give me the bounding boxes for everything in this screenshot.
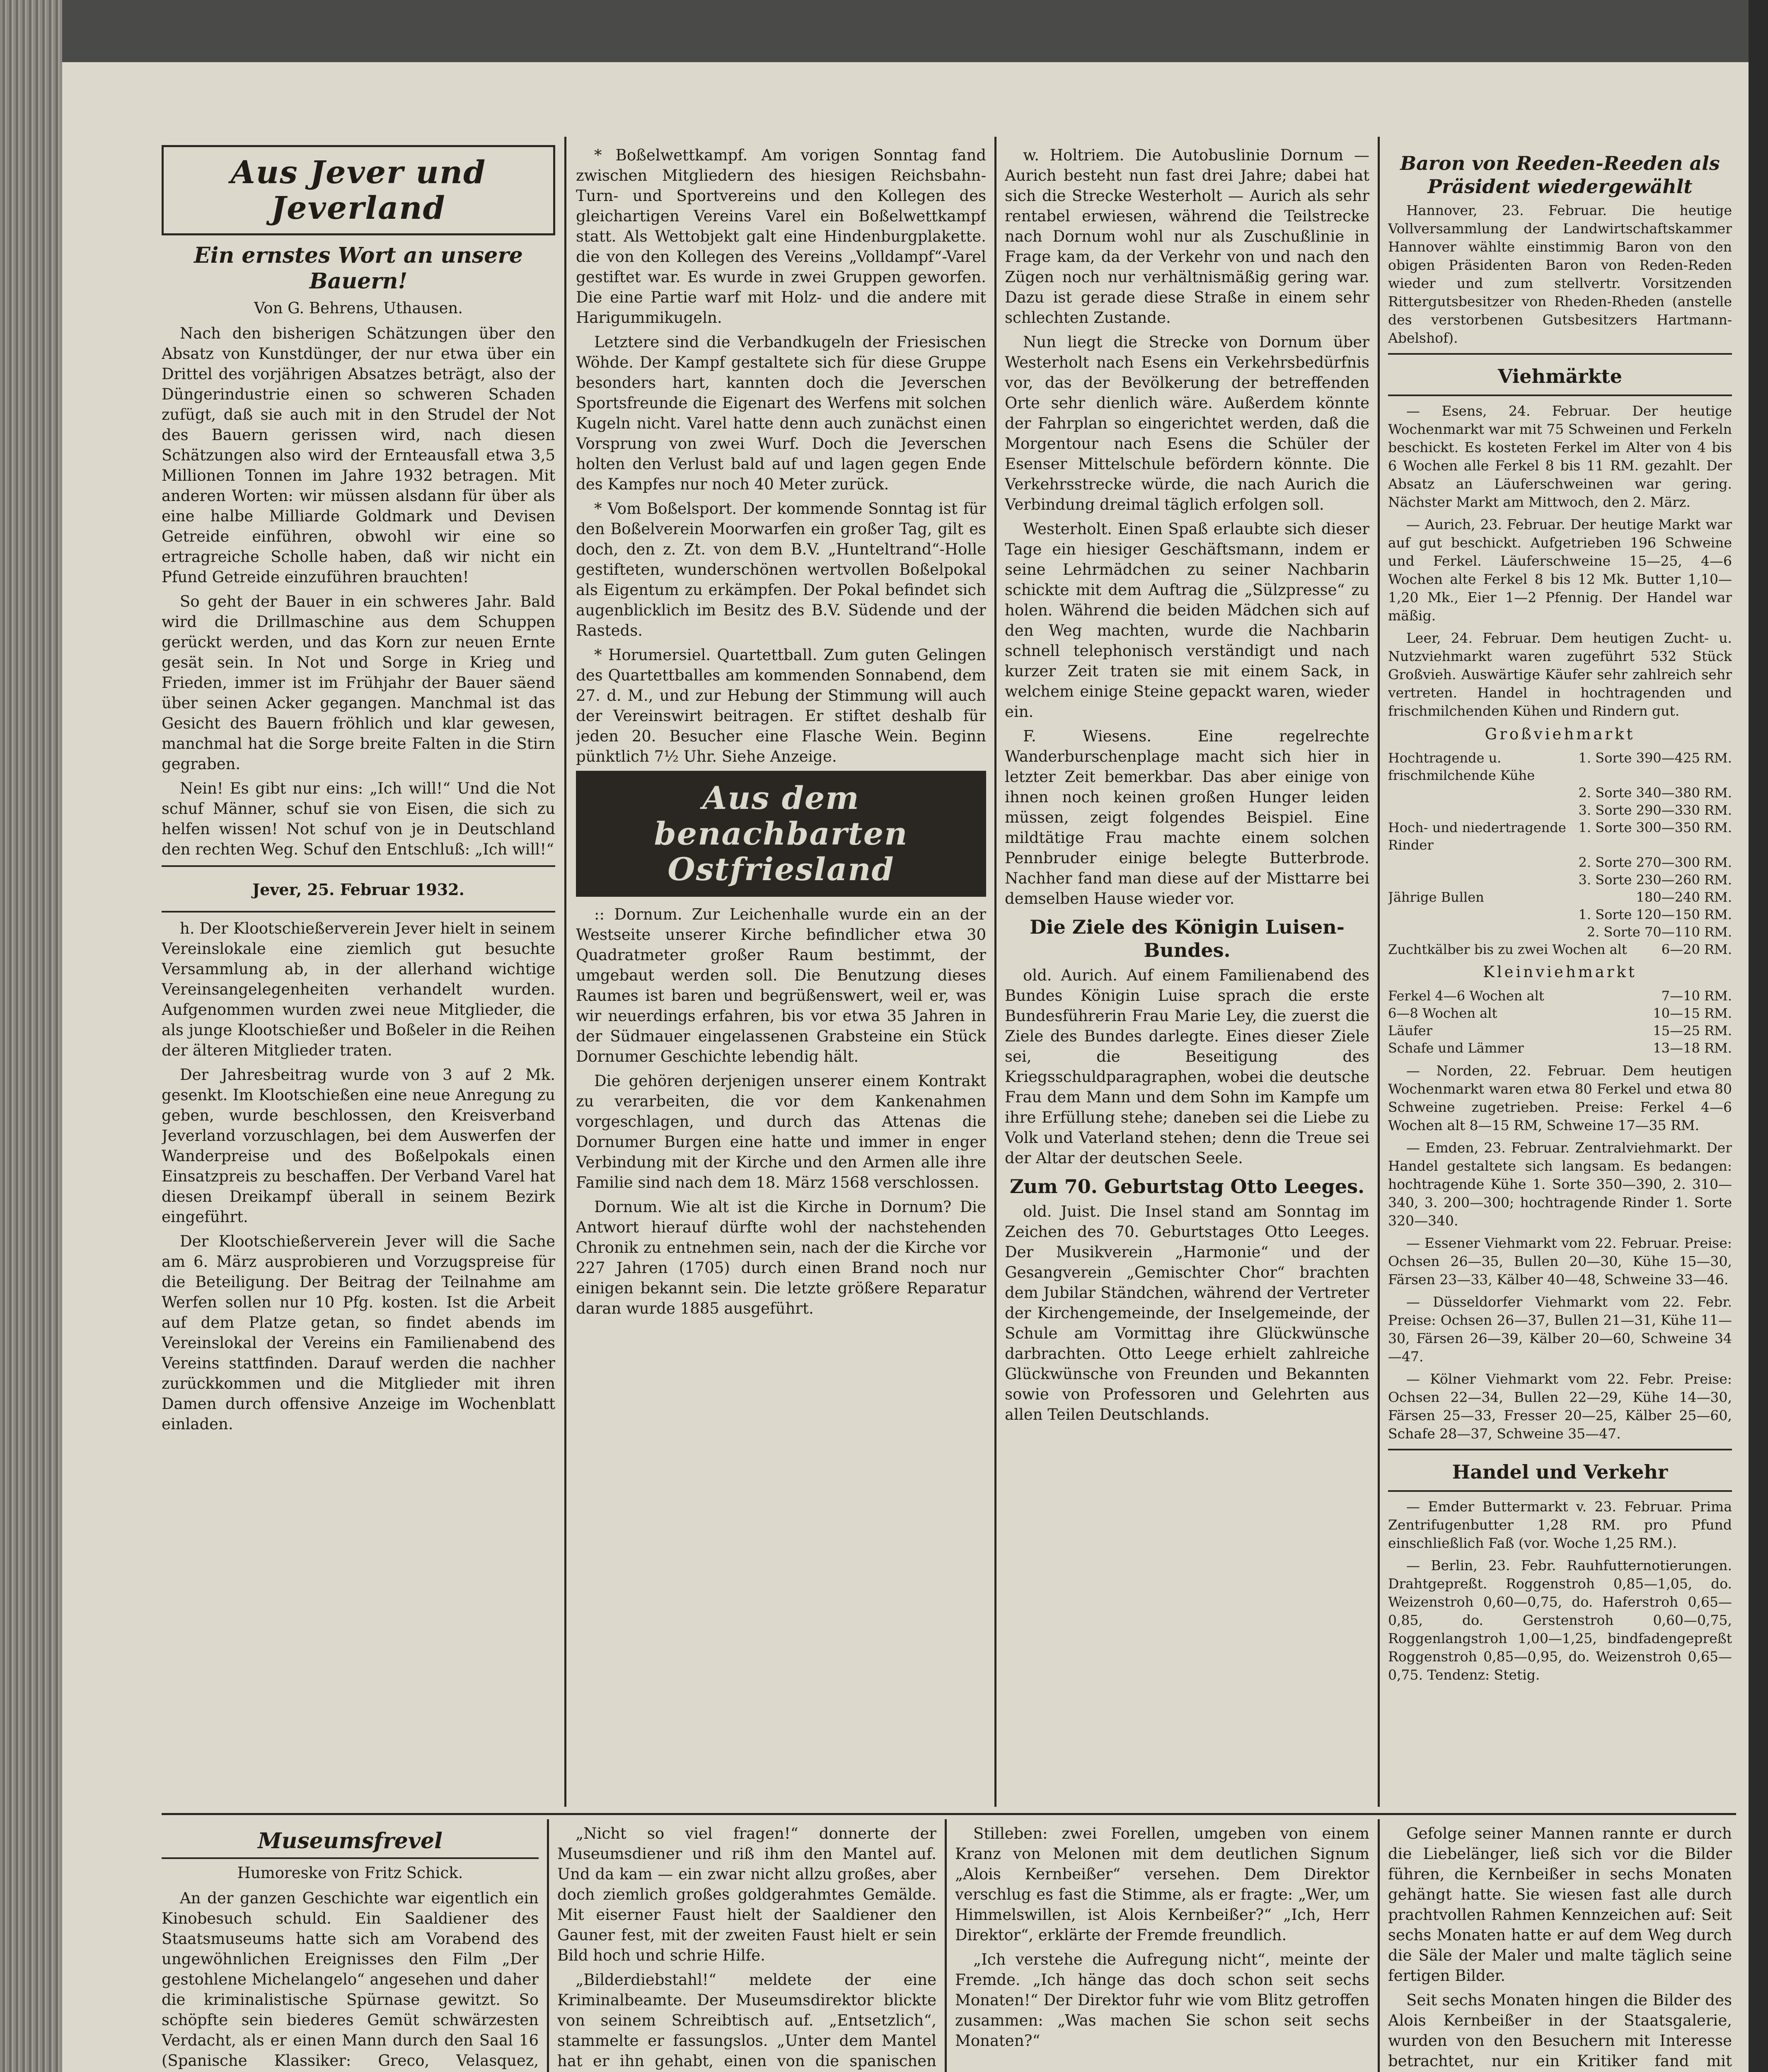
banner-title: Aus dem benachbarten Ostfriesland (654, 779, 908, 888)
article-paragraph: :: Dornum. Zur Leichenhalle wurde ein an der Westseite unserer Kirche befindlicher etwa 30 Quadratmeter großer Raum bestimmt, der umgebaut werden soll. Die Benutzung dieses Raumes ist baren und begrüßenswert, weil er, was wir neuerdings erfahren, bis vor etwa 35 Jahren in der Südmauer eingelassenen Grabsteine ein Stück Dornumer Geschichte lebendig hält. (576, 905, 986, 1065)
article-paragraph: Dornum. Wie alt ist die Kirche in Dornum? Die Antwort hierauf dürfte wohl der nachstehenden Chronik zu entnehmen sein, nach der die Kirche vor 227 Jahren (1705) durch einen Brand noch nur einigen bekannt sein. Die letzte größere Reparatur daran wurde 1885 ausgeführt. (576, 1198, 986, 1317)
section-banner (162, 145, 555, 235)
article-headline: Zum 70. Geburtstag Otto Leeges. (1009, 1175, 1364, 1198)
scan-shadow (1749, 0, 1768, 2072)
column-rule (1378, 137, 1380, 1807)
article-paragraph: Westerholt. Einen Spaß erlaubte sich dieser Tage ein hiesiger Geschäftsmann, indem er seine Lehrmädchen zu seiner Nachbarin schickte mit dem Auftrag die „Sülzpresse“ zu holen. Während die beiden Mädchen sich auf den Weg machten, wurde die Nachbarin schnell telephonisch verständigt und nach kurzer Zeit traten sie mit einem Sack, in welchem einige Steine gepackt waren, wieder ein. (1005, 520, 1369, 721)
story-paragraph: „Bilderdiebstahl!“ meldete der eine Kriminalbeamte. Der Museumsdirektor blickte von seinem Schreibtisch auf. „Entsetzlich“, stammelte er fassungslos. „Unter dem Mantel hat er ihn gehabt, einen von die spanischen (557, 1971, 936, 2070)
column-rule (1378, 1819, 1380, 2072)
feuilleton-col-4 (1388, 1823, 1732, 2072)
article-paragraph: old. Juist. Die Insel stand am Sonntag im Zeichen des 70. Geburtstages Otto Leeges. Der Musikverein „Harmonie“ und der Gesangverein „Gemischter Chor“ brachten dem Jubilar Ständchen, während der Vertreter der Kirchengemeinde, der Inselgemeinde, der Schule am Vormittag ihre Glückwünsche darbrachten. Otto Leege erhielt zahlreiche Glückwünsche von Freunden und Bekannten sowie von Professoren und Gelehrten aus allen Teilen Deutschlands. (1005, 1203, 1369, 1423)
feuilleton-col-2 (557, 1823, 936, 2072)
market-paragraph: — Emden, 23. Februar. Zentralviehmarkt. Der Handel gestaltete sich langsam. Es bedangen: hochtragende Kühe 1. Sorte 350—390, 2. 310—340, 3. 200—300; hochtragende Rinder 1. Sorte 320—340. (1388, 1140, 1732, 1229)
article-headline: Die Ziele des Königin Luisen-Bundes. (1030, 916, 1345, 961)
column-rule (945, 1819, 947, 2072)
story-paragraph: Seit sechs Monaten hingen die Bilder des Alois Kernbeißer in der Staatsgalerie, wurden von den Besuchern mit Interesse betrachtet, nur ein Kritiker fand mit (1388, 1991, 1732, 2070)
story-paragraph: Gefolge seiner Mannen rannte er durch die Liebelänger, ließ sich vor die Bilder führen, die Kernbeißer in sechs Monaten gehängt hatte. Sie wiesen fast alle durch prachtvollen Rahmen Kennzeichen auf: Seit sechs Monaten hatte er auf dem Weg durch die Säle der Maler und malte täglich seine fertigen Bilder. (1388, 1825, 1732, 1985)
market-table (1388, 749, 1732, 958)
article-paragraph: Der Jahresbeitrag wurde von 3 auf 2 Mk. gesenkt. Im Klootschießen eine neue Anregung zu geben, wurde beschlossen, den Kreisverband Jeverland vorzuschlagen, bei dem Auswerfen der Wanderpreise und des Boßelpokals einen Einsatzpreis zu beschaffen. Der Verband Varel hat diesen Dreikampf überall in seinem Bezirk eingeführt. (162, 1066, 555, 1226)
banner-title: Aus Jever und Jeverland (230, 154, 486, 226)
market-table (1388, 987, 1732, 1057)
market-paragraph: — Esens, 24. Februar. Der heutige Wochenmarkt war mit 75 Schweinen und Ferkeln beschickt. Es kosteten Ferkel im Alter von 4 bis 6 Wochen alle Ferkel 8 bis 11 RM. gezahlt. Der Absatz an Läuferschweinen war gering. Nächster Markt am Mittwoch, den 2. März. (1388, 403, 1732, 510)
article-paragraph: old. Aurich. Auf einem Familienabend des Bundes Königin Luise sprach die erste Bundesführerin Frau Marie Ley, die zuerst die Ziele des Bundes darlegte. Eines dieser Ziele sei, die Beseitigung des Kriegsschuldparagraphen, wobei die deutsche Frau dem Mann und dem Sohn im Kampfe um ihre Erfüllung stehe; daneben sei die Liebe zu Volk und Vaterland stehen; denn die Treue sei der Altar der deutschen Seele. (1005, 966, 1369, 1167)
market-paragraph: — Berlin, 23. Febr. Rauhfutternotierungen. Drahtgepreßt. Roggenstroh 0,85—1,05, do. Weizenstroh 0,60—0,75, do. Haferstroh 0,65—0,85, do. Gerstenstroh 0,60—0,75, Roggenlangstroh 1,00—1,25, bindfadengepreßt Roggenstroh 0,85—0,95, do. Weizenstroh 0,65—0,75. Tendenz: Stetig. (1388, 1557, 1732, 1683)
market-row: 2. Sorte 340—380 RM. (1578, 785, 1732, 801)
dateline: Jever, 25. Februar 1932. (252, 880, 464, 899)
feuilleton-col-3 (955, 1823, 1369, 2072)
article-paragraph: Der Klootschießerverein Jever will die Sache am 6. März ausprobieren und Vorzugspreise für die Beteiligung. Der Beitrag der Teilnahme am Werfen sollen nur 10 Pfg. kosten. Ist die Arbeit auf dem Platze getan, so findet abends im Vereinslokal der Vereins ein Familienabend des Vereins stattfinden. Darauf werden die nachher zurückkommen und die Mitglieder mit ihren Damen durch offensive Anzeige im Wochenblatt einladen. (162, 1232, 555, 1433)
feuilleton-divider (162, 1813, 1736, 1815)
article-paragraph: * Horumersiel. Quartettball. Zum guten Gelingen des Quartettballes am kommenden Sonnabend, dem 27. d. M., und zur Hebung der Stimmung will auch der Vereinswirt beitragen. Er stiftet deshalb für jeden 20. Besucher eine Flasche Wein. Beginn pünktlich 7½ Uhr. Siehe Anzeige. (576, 646, 986, 765)
feuilleton-title: Museumsfrevel (162, 1828, 539, 1859)
article-paragraph: Hannover, 23. Februar. Die heutige Vollversammlung der Landwirtschaftskammer Hannover wählte einstimmig Baron von den obigen Präsidenten Baron von Reden-Reden wieder und zum stellvertr. Vorsitzenden Rittergutsbesitzer von Rheden-Rheden (anstelle des verstorbenen Gutsbesitzers Hartmann-Abelshof). (1388, 202, 1732, 346)
market-subheading: Großviehmarkt (1485, 725, 1635, 743)
book-binding-edge (0, 0, 62, 2072)
market-row: 6—8 Wochen alt 10—15 RM. (1388, 1005, 1732, 1021)
section-heading-viehmaerkte: Viehmärkte (1497, 365, 1623, 387)
market-subheading: Kleinviehmarkt (1483, 963, 1637, 981)
section-banner-ostfriesland (576, 771, 986, 897)
market-paragraph: — Kölner Viehmarkt vom 22. Febr. Preise: Ochsen 22—34, Bullen 22—29, Kühe 14—30, Färsen 25—33, Fresser 20—25, Kälber 25—60, Schafe 28—37, Schweine 35—47. (1388, 1371, 1732, 1442)
market-row: 2. Sorte 270—300 RM. (1578, 854, 1732, 870)
story-paragraph: Stilleben: zwei Forellen, umgeben von einem Kranz von Melonen mit dem deutlichen Signum „Alois Kernbeißer“ versehen. Dem Direktor verschlug es fast die Stimme, als er fragte: „Wer, um Himmelswillen, ist Alois Kernbeißer?“ „Ich, Herr Direktor“, erklärte der Fremde freundlich. (955, 1825, 1369, 1944)
market-row: Zuchtkälber bis zu zwei Wochen alt 6—20 RM. (1388, 942, 1732, 957)
market-row: 1. Sorte 120—150 RM. (1578, 907, 1732, 922)
article-headline: Ein ernstes Wort an unsere Bauern! (194, 243, 523, 294)
story-paragraph: An der ganzen Geschichte war eigentlich ein Kinobesuch schuld. Ein Saaldiener des Staatsmuseums hatte sich am Vorabend des ungewöhnlichen Ereignisses den Film „Der gestohlene Michelangelo“ angesehen und daher die kriminalistische Spürnase gewitzt. So schöpfte sein biederes Gemüt schwärzesten Verdacht, als er einen Mann durch den Saal 16 (Spanische Klassiker: Greco, Velasquez, (162, 1889, 539, 2070)
column-3 (1005, 145, 1369, 1803)
market-row: Jährige Bullen 180—240 RM. (1388, 889, 1732, 905)
article-paragraph: Die gehören derjenigen unserer einem Kontrakt zu verarbeiten, die vor dem Kankenahmen vorgeschlagen, und durch das Attenas die Dornumer Burgen eine hatte und immer in enger Verbindung mit der Kirche und den Armen alle ihre Familie sind nach dem 18. März 1568 verschlossen. (576, 1072, 986, 1191)
market-row: 3. Sorte 290—330 RM. (1578, 802, 1732, 818)
article-paragraph: h. Der Klootschießerverein Jever hielt in seinem Vereinslokale eine ziemlich gut besuchte Versammlung ab, in der allerhand wichtige Vereinsangelegenheiten verhandelt wurden. Aufgenommen wurden zwei neue Mitglieder, die als junge Klootschießer und Boßeler in die Reihen der älteren Mitglieder traten. (162, 920, 555, 1059)
article-paragraph: Nach den bisherigen Schätzungen über den Absatz von Kunstdünger, der nur etwa über ein Drittel des vorjährigen Absatzes beträgt, also der Düngerindustrie einen so schweren Schaden zufügt, daß sie auch mit in den Strudel der Not des Bauern gerissen wird, nach diesen Schätzungen also wird der Ernteausfall etwa 3,5 Millionen Tonnen im Jahre 1932 betragen. Mit anderen Worten: wir müssen alsdann für über als eine halbe Milliarde Goldmark und Devisen Getreide einführen, obwohl wir eine so ertragreiche Scholle haben, daß wir nicht ein Pfund Getreide einzuführen brauchten! (162, 324, 555, 586)
feuilleton-col-1 (162, 1823, 539, 2072)
section-heading-handel: Handel und Verkehr (1452, 1461, 1668, 1483)
column-rule (994, 137, 996, 1807)
market-paragraph: — Essener Viehmarkt vom 22. Februar. Preise: Ochsen 26—35, Bullen 20—30, Kühe 15—30, Färsen 23—33, Kälber 40—48, Schweine 33—46. (1388, 1235, 1732, 1288)
article-paragraph: * Boßelwettkampf. Am vorigen Sonntag fand zwischen Mitgliedern des hiesigen Reichsbahn-Turn- und Sportvereins und den Kollegen des gleichartigen Vereins Varel ein Boßelwettkampf statt. Als Wettobjekt galt eine Hindenburgplakette. die von den Kollegen des Vereins „Volldampf“-Varel gestiftet war. Es wurde in zwei Gruppen geworfen. Die eine Partie warf mit Holz- und die andere mit Harigummikugeln. (576, 146, 986, 327)
column-rule (547, 1819, 549, 2072)
article-paragraph: F. Wiesens. Eine regelrechte Wanderburschenplage macht sich hier in letzter Zeit bemerkbar. Das aber einige von ihnen noch keinen großen Hunger leiden müssen, zeigt folgendes Beispiel. Eine mildtätige Frau machte einem solchen Pennbruder einige belegte Butterbrode. Nachher fand man diese auf der Misttarre bei demselben Hause wieder vor. (1005, 727, 1369, 908)
market-paragraph: — Emder Buttermarkt v. 23. Februar. Prima Zentrifugenbutter 1,28 RM. pro Pfund einschließlich Faß (vor. Woche 1,25 RM.). (1388, 1498, 1732, 1551)
market-paragraph: — Norden, 22. Februar. Dem heutigen Wochenmarkt waren etwa 80 Ferkel und etwa 80 Schweine zugetrieben. Preise: Ferkel 4—6 Wochen alt 8—15 RM, Schweine 17—35 RM. (1388, 1063, 1732, 1133)
market-paragraph: Leer, 24. Februar. Dem heutigen Zucht- u. Nutzviehmarkt waren zugeführt 532 Stück Großvieh. Auswärtige Käufer sehr zahlreich sehr vertreten. Handel in hochtragenden und frischmilchenden Kühen und Rindern gut. (1388, 630, 1732, 719)
article-paragraph: w. Holtriem. Die Autobuslinie Dornum — Aurich besteht nun fast drei Jahre; dabei hat sich die Strecke Westerholt — Aurich als sehr rentabel erwiesen, während die Teilstrecke nach Dornum wohl nur als Zuschußlinie in Frage kam, da der Verkehr von und nach den Zügen noch nur verhältnismäßig gering war. Dazu ist gerade diese Straße in einem sehr schlechten Zustande. (1005, 146, 1369, 327)
market-row: 3. Sorte 230—260 RM. (1578, 872, 1732, 888)
column-4 (1388, 145, 1732, 1803)
market-paragraph: — Düsseldorfer Viehmarkt vom 22. Febr. Preise: Ochsen 26—37, Bullen 21—31, Kühe 11—30, Färsen 26—39, Kälber 20—60, Schweine 34—47. (1388, 1294, 1732, 1365)
market-row: Läufer 15—25 RM. (1388, 1023, 1732, 1038)
article-paragraph: Letztere sind die Verbandkugeln der Friesischen Wöhde. Der Kampf gestaltete sich für diese Gruppe besonders hart, kannten doch die Jeverschen Sportsfreunde die Eigenart des Werfens mit solchen Kugeln nicht. Varel hatte denn auch zunächst einen Vorsprung von zwei Wurf. Doch die Jeverschen holten den Verlust bald auf und lagen gegen Ende des Kampfes nur noch 40 Meter zurück. (576, 333, 986, 493)
market-row: 2. Sorte 70—110 RM. (1587, 924, 1732, 940)
newspaper-page (62, 62, 1749, 2072)
market-row: Schafe und Lämmer 13—18 RM. (1388, 1040, 1732, 1056)
market-row: Hochtragende u. frischmilchende Kühe 1. Sorte 390—425 RM. (1388, 750, 1732, 783)
article-paragraph: * Vom Boßelsport. Der kommende Sonntag ist für den Boßelverein Moorwarfen ein großer Tag, gilt es doch, den z. Zt. von dem B.V. „Hunteltrand“-Holle gestifteten, wunderschönen wertvollen Boßelpokal als Eigentum zu erkämpfen. Der Pokal befindet sich augenblicklich im Besitz des B.V. Südende und der Rasteds. (576, 500, 986, 639)
article-byline: Von G. Behrens, Uthausen. (254, 299, 463, 317)
column-2 (576, 145, 986, 1803)
column-1 (162, 145, 555, 1803)
market-paragraph: — Aurich, 23. Februar. Der heutige Markt war auf gut beschickt. Aufgetrieben 196 Schweine und Ferkel. Läuferschweine 15—25, 4—6 Wochen alte Ferkel 8 bis 12 Mk. Butter 1,10—1,20 Mk., Eier 1—2 Pfennig. Der Handel war mäßig. (1388, 516, 1732, 624)
article-paragraph: Nun liegt die Strecke von Dornum über Westerholt nach Esens ein Verkehrsbedürfnis vor, das der Bevölkerung der betreffenden Orte sehr dienlich wäre. Außerdem könnte der Fahrplan so eingerichtet werden, daß die Morgentour nach Esens die Schüler der Esenser Mittelschule befördern könnte. Die Verkehrsstrecke würde, die nach Aurich die Verbindung dreimal täglich erfolgen soll. (1005, 333, 1369, 513)
article-paragraph: So geht der Bauer in ein schweres Jahr. Bald wird die Drillmaschine aus dem Schuppen gerückt werden, und das Korn zur neuen Ernte gesät sein. In Not und Sorge in Krieg und Frieden, immer ist im Frühjahr der Bauer säend über seinen Acker gegangen. Manchmal ist das Gesicht des Bauern fröhlich und klar gewesen, manchmal hat die Sorge breite Falten in die Stirn gegraben. (162, 593, 555, 773)
story-paragraph: „Nicht so viel fragen!“ donnerte der Museumsdiener und riß ihm den Mantel auf. Und da kam — ein zwar nicht allzu großes, aber doch ziemlich großes goldgerahmtes Gemälde. Mit eiserner Faust hielt der Saaldiener den Gauner fest, mit der zweiten Faust hielt er sein Bild hoch und schrie Hilfe. (557, 1825, 936, 1964)
column-rule (564, 137, 566, 1807)
market-row: Hoch- und niedertragende Rinder 1. Sorte 300—350 RM. (1388, 820, 1732, 853)
market-row: Ferkel 4—6 Wochen alt 7—10 RM. (1388, 988, 1732, 1004)
article-paragraph: Nein! Es gibt nur eins: „Ich will!“ Und die Not schuf Männer, schuf sie von Eisen, die sich zu helfen wissen! Not schuf von je in Deutschland den rechten Weg. Schuf den Entschluß: „Ich will!“ (162, 779, 555, 858)
feuilleton-byline: Humoreske von Fritz Schick. (237, 1864, 463, 1882)
story-paragraph: „Ich verstehe die Aufregung nicht“, meinte der Fremde. „Ich hänge das doch schon seit sechs Monaten!“ Der Direktor fuhr wie vom Blitz getroffen zusammen: „Was machen Sie schon seit sechs Monaten?“ (955, 1951, 1369, 2050)
article-headline: Baron von Reeden-Reeden als Präsident wiedergewählt (1400, 152, 1720, 198)
